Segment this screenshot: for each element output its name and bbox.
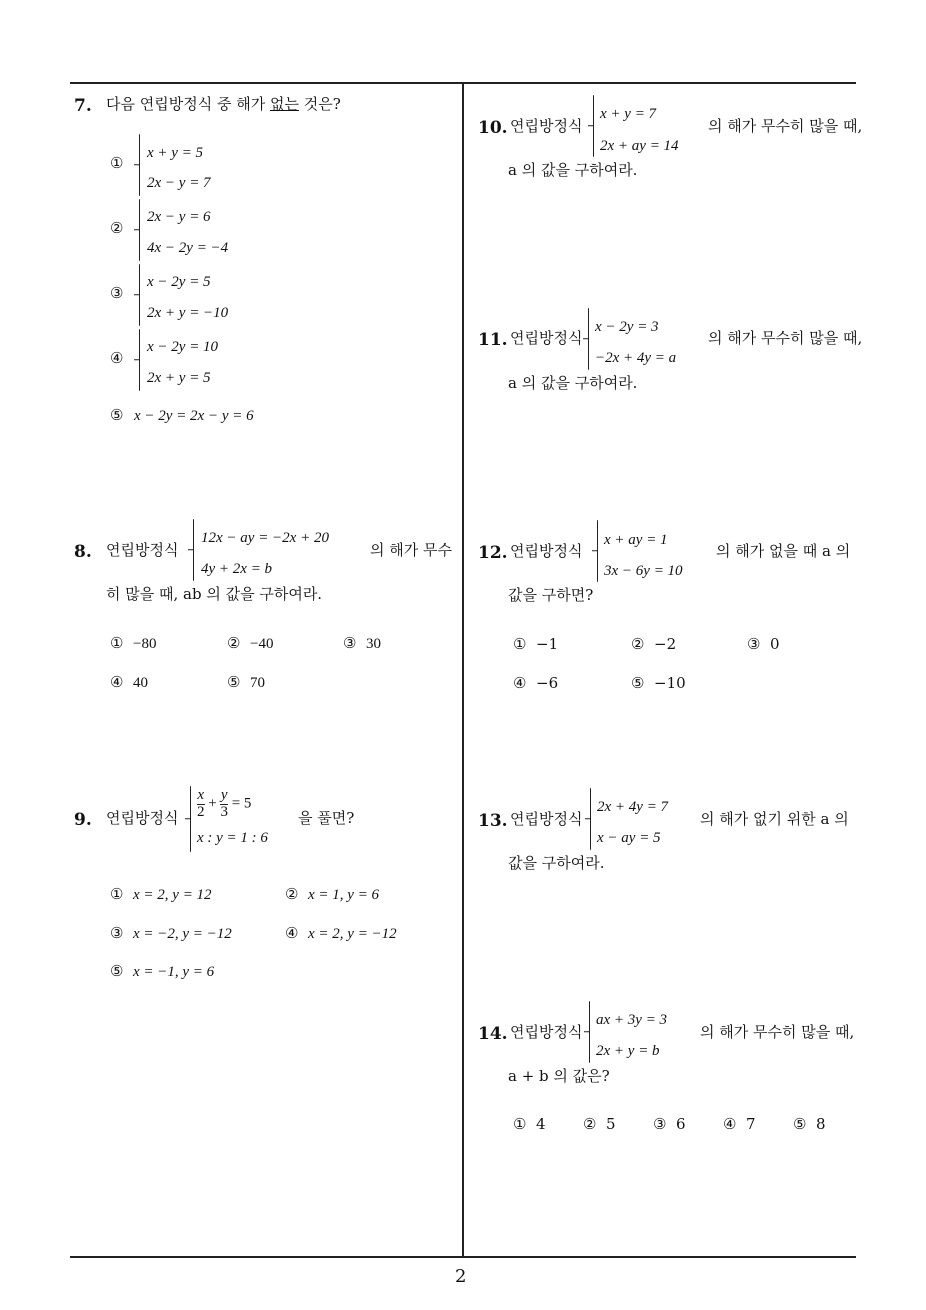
- choice-1: ① −1: [513, 635, 559, 653]
- question-label: 연립방정식: [106, 541, 179, 559]
- choice-mark: ①: [110, 154, 124, 172]
- question-label: 연립방정식: [510, 117, 583, 135]
- question-tail: 을 풀면?: [298, 809, 355, 827]
- choice-4: ④ −6: [513, 674, 559, 692]
- question-number: 13.: [478, 811, 508, 831]
- question-number: 11.: [478, 330, 508, 350]
- brace: [588, 308, 589, 370]
- equation: 2x − y = 7: [147, 175, 211, 191]
- equation: 4y + 2x = b: [201, 561, 273, 577]
- equation: 2x + y = −10: [147, 305, 229, 321]
- question-line2: a + b 의 값은?: [508, 1067, 610, 1085]
- brace: [190, 786, 191, 852]
- equation: x + ay = 1: [604, 532, 668, 548]
- question-label: 연립방정식: [106, 809, 179, 827]
- choice-1: ① 4: [513, 1115, 546, 1133]
- question-tail: 의 해가 무수: [370, 541, 452, 559]
- choice-4: ④ 40: [110, 673, 148, 691]
- choice-2: ② −40: [227, 634, 274, 652]
- fraction: $\frac{y}{3}$: [220, 787, 228, 820]
- brace: [589, 1001, 590, 1063]
- equation: x + y = 5: [147, 145, 204, 161]
- question-number: 10.: [478, 118, 508, 138]
- equation: 12x − ay = −2x + 20: [201, 530, 329, 546]
- choice-3: ③ 30: [343, 634, 381, 652]
- question-number: 14.: [478, 1024, 508, 1044]
- brace: [139, 134, 140, 196]
- choice-mark: ②: [110, 219, 124, 237]
- page-number: 2: [455, 1266, 467, 1287]
- brace: [590, 788, 591, 850]
- question-number: 8.: [74, 542, 92, 562]
- question-line2: 값을 구하여라.: [508, 854, 605, 872]
- equation: x − 2y = 5: [147, 274, 211, 290]
- question-tail: 의 해가 무수히 많을 때,: [708, 329, 863, 347]
- question-line2: 값을 구하면?: [508, 586, 594, 604]
- choice-3: ③ x = −2, y = −12: [110, 924, 232, 942]
- brace: [139, 264, 140, 326]
- choice-4: ④ x = 2, y = −12: [285, 924, 397, 942]
- choice-5: ⑤ x = −1, y = 6: [110, 962, 215, 980]
- question-label: 연립방정식: [510, 542, 583, 560]
- question-number: 12.: [478, 543, 508, 563]
- choice-2: ② −2: [631, 635, 677, 653]
- question-tail: 의 해가 무수히 많을 때,: [708, 117, 863, 135]
- equation: 2x + 4y = 7: [597, 799, 669, 815]
- equation: 2x + y = 5: [147, 370, 211, 386]
- fraction-equation: $\frac{x}{2}$ + $\frac{y}{3}$ = 5: [197, 787, 252, 820]
- question-tail: 의 해가 무수히 많을 때,: [700, 1023, 855, 1041]
- brace: [597, 520, 598, 582]
- question-tail: 의 해가 없을 때 a 의: [716, 542, 851, 560]
- equation: x − ay = 5: [597, 830, 661, 846]
- bottom-rule: [70, 1256, 856, 1258]
- question-line2: a 의 값을 구하여라.: [508, 374, 638, 392]
- fraction: $\frac{x}{2}$: [197, 787, 205, 820]
- choice-2: ② 5: [583, 1115, 616, 1133]
- column-divider: [462, 82, 464, 1258]
- choice-5: ⑤ −10: [631, 674, 686, 692]
- question-number: 9.: [74, 810, 92, 830]
- question-label: 연립방정식: [510, 810, 583, 828]
- choice-2: ② x = 1, y = 6: [285, 885, 380, 903]
- equation: x − 2y = 2x − y = 6: [134, 408, 254, 424]
- choice-3: ③ 0: [747, 635, 780, 653]
- choice-mark: ③: [110, 284, 124, 302]
- question-label: 연립방정식: [510, 329, 583, 347]
- equation: 3x − 6y = 10: [604, 563, 683, 579]
- question-line2: a 의 값을 구하여라.: [508, 161, 638, 179]
- equation: 2x + ay = 14: [600, 138, 679, 154]
- question-tail: 의 해가 없기 위한 a 의: [700, 810, 849, 828]
- brace: [139, 199, 140, 261]
- question-label: 연립방정식: [510, 1023, 583, 1041]
- equation: x − 2y = 3: [595, 319, 659, 335]
- choice-1: ① x = 2, y = 12: [110, 885, 212, 903]
- equation: −2x + 4y = a: [595, 350, 677, 366]
- question-prompt: 다음 연립방정식 중 해가 없는 것은?: [106, 95, 341, 113]
- choice-5: ⑤ 8: [793, 1115, 826, 1133]
- brace: [593, 95, 594, 157]
- equation: x + y = 7: [600, 106, 657, 122]
- choice-4: ④ 7: [723, 1115, 756, 1133]
- equation: 4x − 2y = −4: [147, 240, 229, 256]
- choice-mark: ④: [110, 349, 124, 367]
- brace: [139, 329, 140, 391]
- equation: 2x + y = b: [596, 1043, 660, 1059]
- equation: x : y = 1 : 6: [197, 830, 268, 846]
- brace: [193, 519, 194, 581]
- choice-3: ③ 6: [653, 1115, 686, 1133]
- choice-5: ⑤ 70: [227, 673, 265, 691]
- choice-mark: ⑤: [110, 406, 124, 424]
- equation: x − 2y = 10: [147, 339, 219, 355]
- equation: 2x − y = 6: [147, 209, 211, 225]
- choice-1: ① −80: [110, 634, 157, 652]
- question-line2: 히 많을 때, ab 의 값을 구하여라.: [106, 585, 323, 603]
- equation: ax + 3y = 3: [596, 1012, 668, 1028]
- question-number: 7.: [74, 96, 92, 116]
